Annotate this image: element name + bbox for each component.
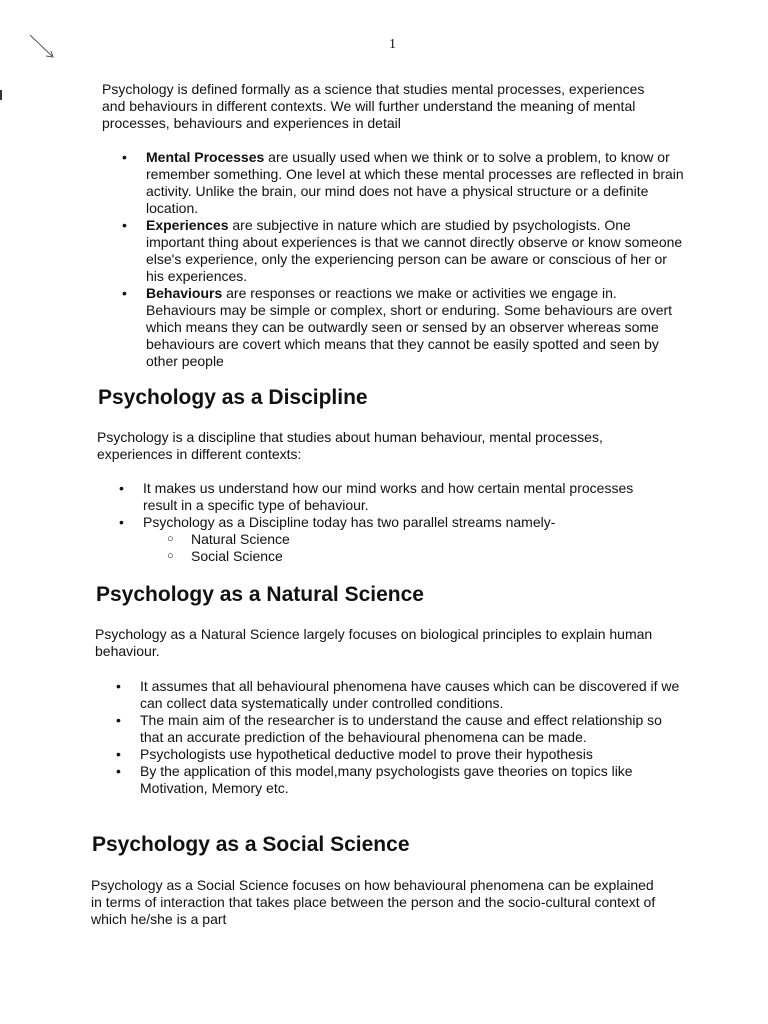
bullet-text: Psychologists use hypothetical deductive model to prove their hypothesis [140,746,593,762]
definition-item-experiences [122,217,686,285]
stream-text: Natural Science [191,531,290,547]
definition-text: are usually used when we think or to solve a problem, to know or remember something. One level at which these mental processes are reflected in brain activity. Unlike the brain, our mind does not have a physical structure or a definite location. [146,149,684,216]
natural-science-bullet [116,678,685,712]
bullet-text: The main aim of the researcher is to understand the cause and effect relationship so that an accurate prediction of the behavioural phenomena can be made. [140,712,662,745]
natural-science-bullet [116,746,685,763]
scan-arrow-mark [28,32,58,62]
section-heading-natural-science: Psychology as a Natural Science [96,583,424,606]
definitions-list [122,149,686,370]
page-number: 1 [389,37,396,52]
natural-science-bullet [116,712,685,746]
bullet-text: It makes us understand how our mind works and how certain mental processes result in a specific type of behaviour. [143,480,634,513]
circle-bullet-glyph: ○ [167,533,174,545]
definition-item-behaviours [122,285,686,370]
intro-paragraph: Psychology is defined formally as a science that studies mental processes, experiences and behaviours in different contexts. We will further understand the meaning of mental processes, behaviours and experiences in detail [102,81,645,131]
definition-item-mental-processes [122,149,686,217]
natural-science-list [116,678,685,797]
bullet-glyph: • [116,746,121,762]
bullet-glyph: • [122,285,127,301]
discipline-bullet [119,514,643,565]
bullet-glyph: • [122,149,127,165]
definition-term: Behaviours [146,285,223,301]
definition-text: are responses or reactions we make or activities we engage in. Behaviours may be simple or complex, short or enduring. Some behaviours are overt which means they can be outwardly seen or sensed by an observer whereas some behaviours are covert which means that they cannot be easily spotted and seen by other people [146,285,673,369]
social-science-paragraph: Psychology as a Social Science focuses on how behavioural phenomena can be explained in terms of interaction that takes place between the person and the socio-cultural context of which he/she is a part [91,877,656,927]
scan-edge-mark [0,90,2,100]
bullet-glyph: • [122,217,127,233]
bullet-glyph: • [116,678,121,694]
section-heading-discipline: Psychology as a Discipline [98,386,368,409]
definition-term: Mental Processes [146,149,265,165]
discipline-bullet [119,480,643,514]
section-heading-social-science: Psychology as a Social Science [92,833,410,856]
stream-item-natural-science [167,531,643,548]
discipline-paragraph: Psychology is a discipline that studies about human behaviour, mental processes, experiences in different contexts: [97,429,603,462]
bullet-glyph: • [119,480,124,496]
natural-science-bullet [116,763,685,797]
bullet-text: It assumes that all behavioural phenomena have causes which can be discovered if we can collect data systematically under controlled conditions. [140,678,680,711]
definition-text: are subjective in nature which are studied by psychologists. One important thing about experiences is that we cannot directly observe or know someone else's experience, only the experiencing person can be aware or conscious of her or his experiences. [146,217,683,284]
bullet-text: Psychology as a Discipline today has two parallel streams namely- [143,514,556,530]
circle-bullet-glyph: ○ [167,550,174,562]
bullet-glyph: • [119,514,124,530]
definition-term: Experiences [146,217,229,233]
stream-item-social-science [167,548,643,565]
stream-text: Social Science [191,548,283,564]
bullet-text: By the application of this model,many psychologists gave theories on topics like Motivation, Memory etc. [140,763,633,796]
streams-sublist [167,531,643,565]
bullet-glyph: • [116,712,121,728]
bullet-glyph: • [116,763,121,779]
discipline-list [119,480,643,565]
natural-science-paragraph: Psychology as a Natural Science largely focuses on biological principles to explain human behaviour. [95,626,653,659]
